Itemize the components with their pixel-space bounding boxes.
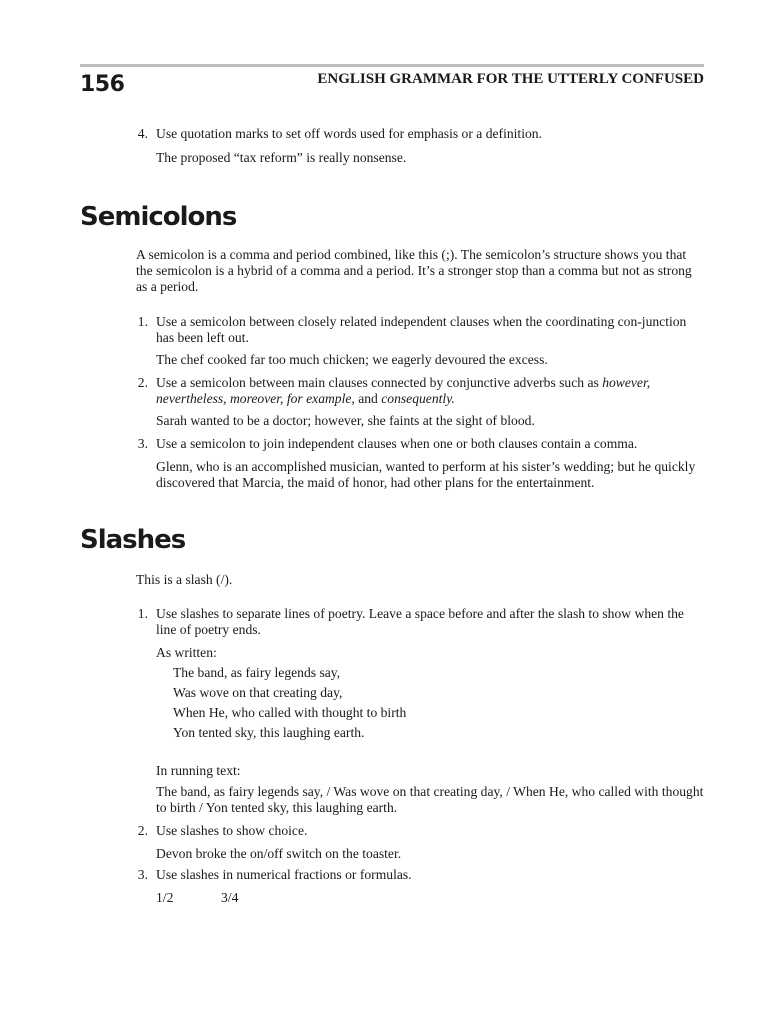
running-head: ENGLISH GRAMMAR FOR THE UTTERLY CONFUSED <box>317 71 704 87</box>
semicolon-item-1-number: 1. <box>137 314 148 329</box>
quotation-item-example: The proposed “tax reform” is really nonsense. <box>156 150 407 165</box>
running-text-label: In running text: <box>156 763 241 778</box>
page-number: 156 <box>80 72 125 97</box>
semicolon-item-2-number: 2. <box>137 375 148 390</box>
semicolons-intro: A semicolon is a comma and period combined, like this (;). The semicolon’s structure shows you that the semicolon is a hybrid of a comma and a period. It’s a stronger stop than a comma but not as strong as a period. <box>136 247 692 294</box>
slash-item-2-number: 2. <box>137 823 148 838</box>
poem-line: Was wove on that creating day, <box>173 685 343 700</box>
poem-line: When He, who called with thought to birth <box>173 705 407 720</box>
slashes-intro: This is a slash (/). <box>136 572 233 587</box>
quotation-item-rule: Use quotation marks to set off words used for emphasis or a definition. <box>156 126 542 141</box>
slash-item-3-number: 3. <box>137 867 148 882</box>
running-text-example: The band, as fairy legends say, / Was wove on that creating day, / When He, who called with thought to birth / Yon tented sky, this laughing earth. <box>156 784 704 815</box>
semicolon-item-3-number: 3. <box>137 436 148 451</box>
header-rule <box>80 64 704 67</box>
semicolon-item-2-rule: Use a semicolon between main clauses connected by conjunctive adverbs such as however, nevertheless, moreover, for example, and consequently. <box>156 375 651 406</box>
slash-item-2-rule: Use slashes to show choice. <box>156 823 308 838</box>
semicolon-item-1-rule: Use a semicolon between closely related independent clauses when the coordinating con-junction has been left out. <box>156 314 687 345</box>
semicolon-item-2-example: Sarah wanted to be a doctor; however, she faints at the sight of blood. <box>156 413 535 428</box>
poem-line: The band, as fairy legends say, <box>173 665 341 680</box>
slash-item-1-number: 1. <box>137 606 148 621</box>
slash-item-2-example: Devon broke the on/off switch on the toaster. <box>156 846 402 861</box>
fraction-example: 3/4 <box>221 890 239 905</box>
semicolon-item-1-example: The chef cooked far too much chicken; we eagerly devoured the excess. <box>156 352 548 367</box>
slash-item-3-rule: Use slashes in numerical fractions or formulas. <box>156 867 412 882</box>
semicolons-heading: Semicolons <box>80 202 237 232</box>
slashes-heading: Slashes <box>80 525 186 555</box>
semicolon-item-3-rule: Use a semicolon to join independent clauses when one or both clauses contain a comma. <box>156 436 638 451</box>
slash-item-1-rule: Use slashes to separate lines of poetry. Leave a space before and after the slash to show when the line of poetry ends. <box>156 606 684 637</box>
poem-line: Yon tented sky, this laughing earth. <box>173 725 365 740</box>
semicolon-item-3-example: Glenn, who is an accomplished musician, wanted to perform at his sister’s wedding; but he quickly discovered that Marcia, the maid of honor, had other plans for the entertainment. <box>156 459 696 490</box>
as-written-label: As written: <box>156 645 217 660</box>
quotation-item-number: 4. <box>137 126 148 141</box>
fraction-example: 1/2 <box>156 890 174 905</box>
